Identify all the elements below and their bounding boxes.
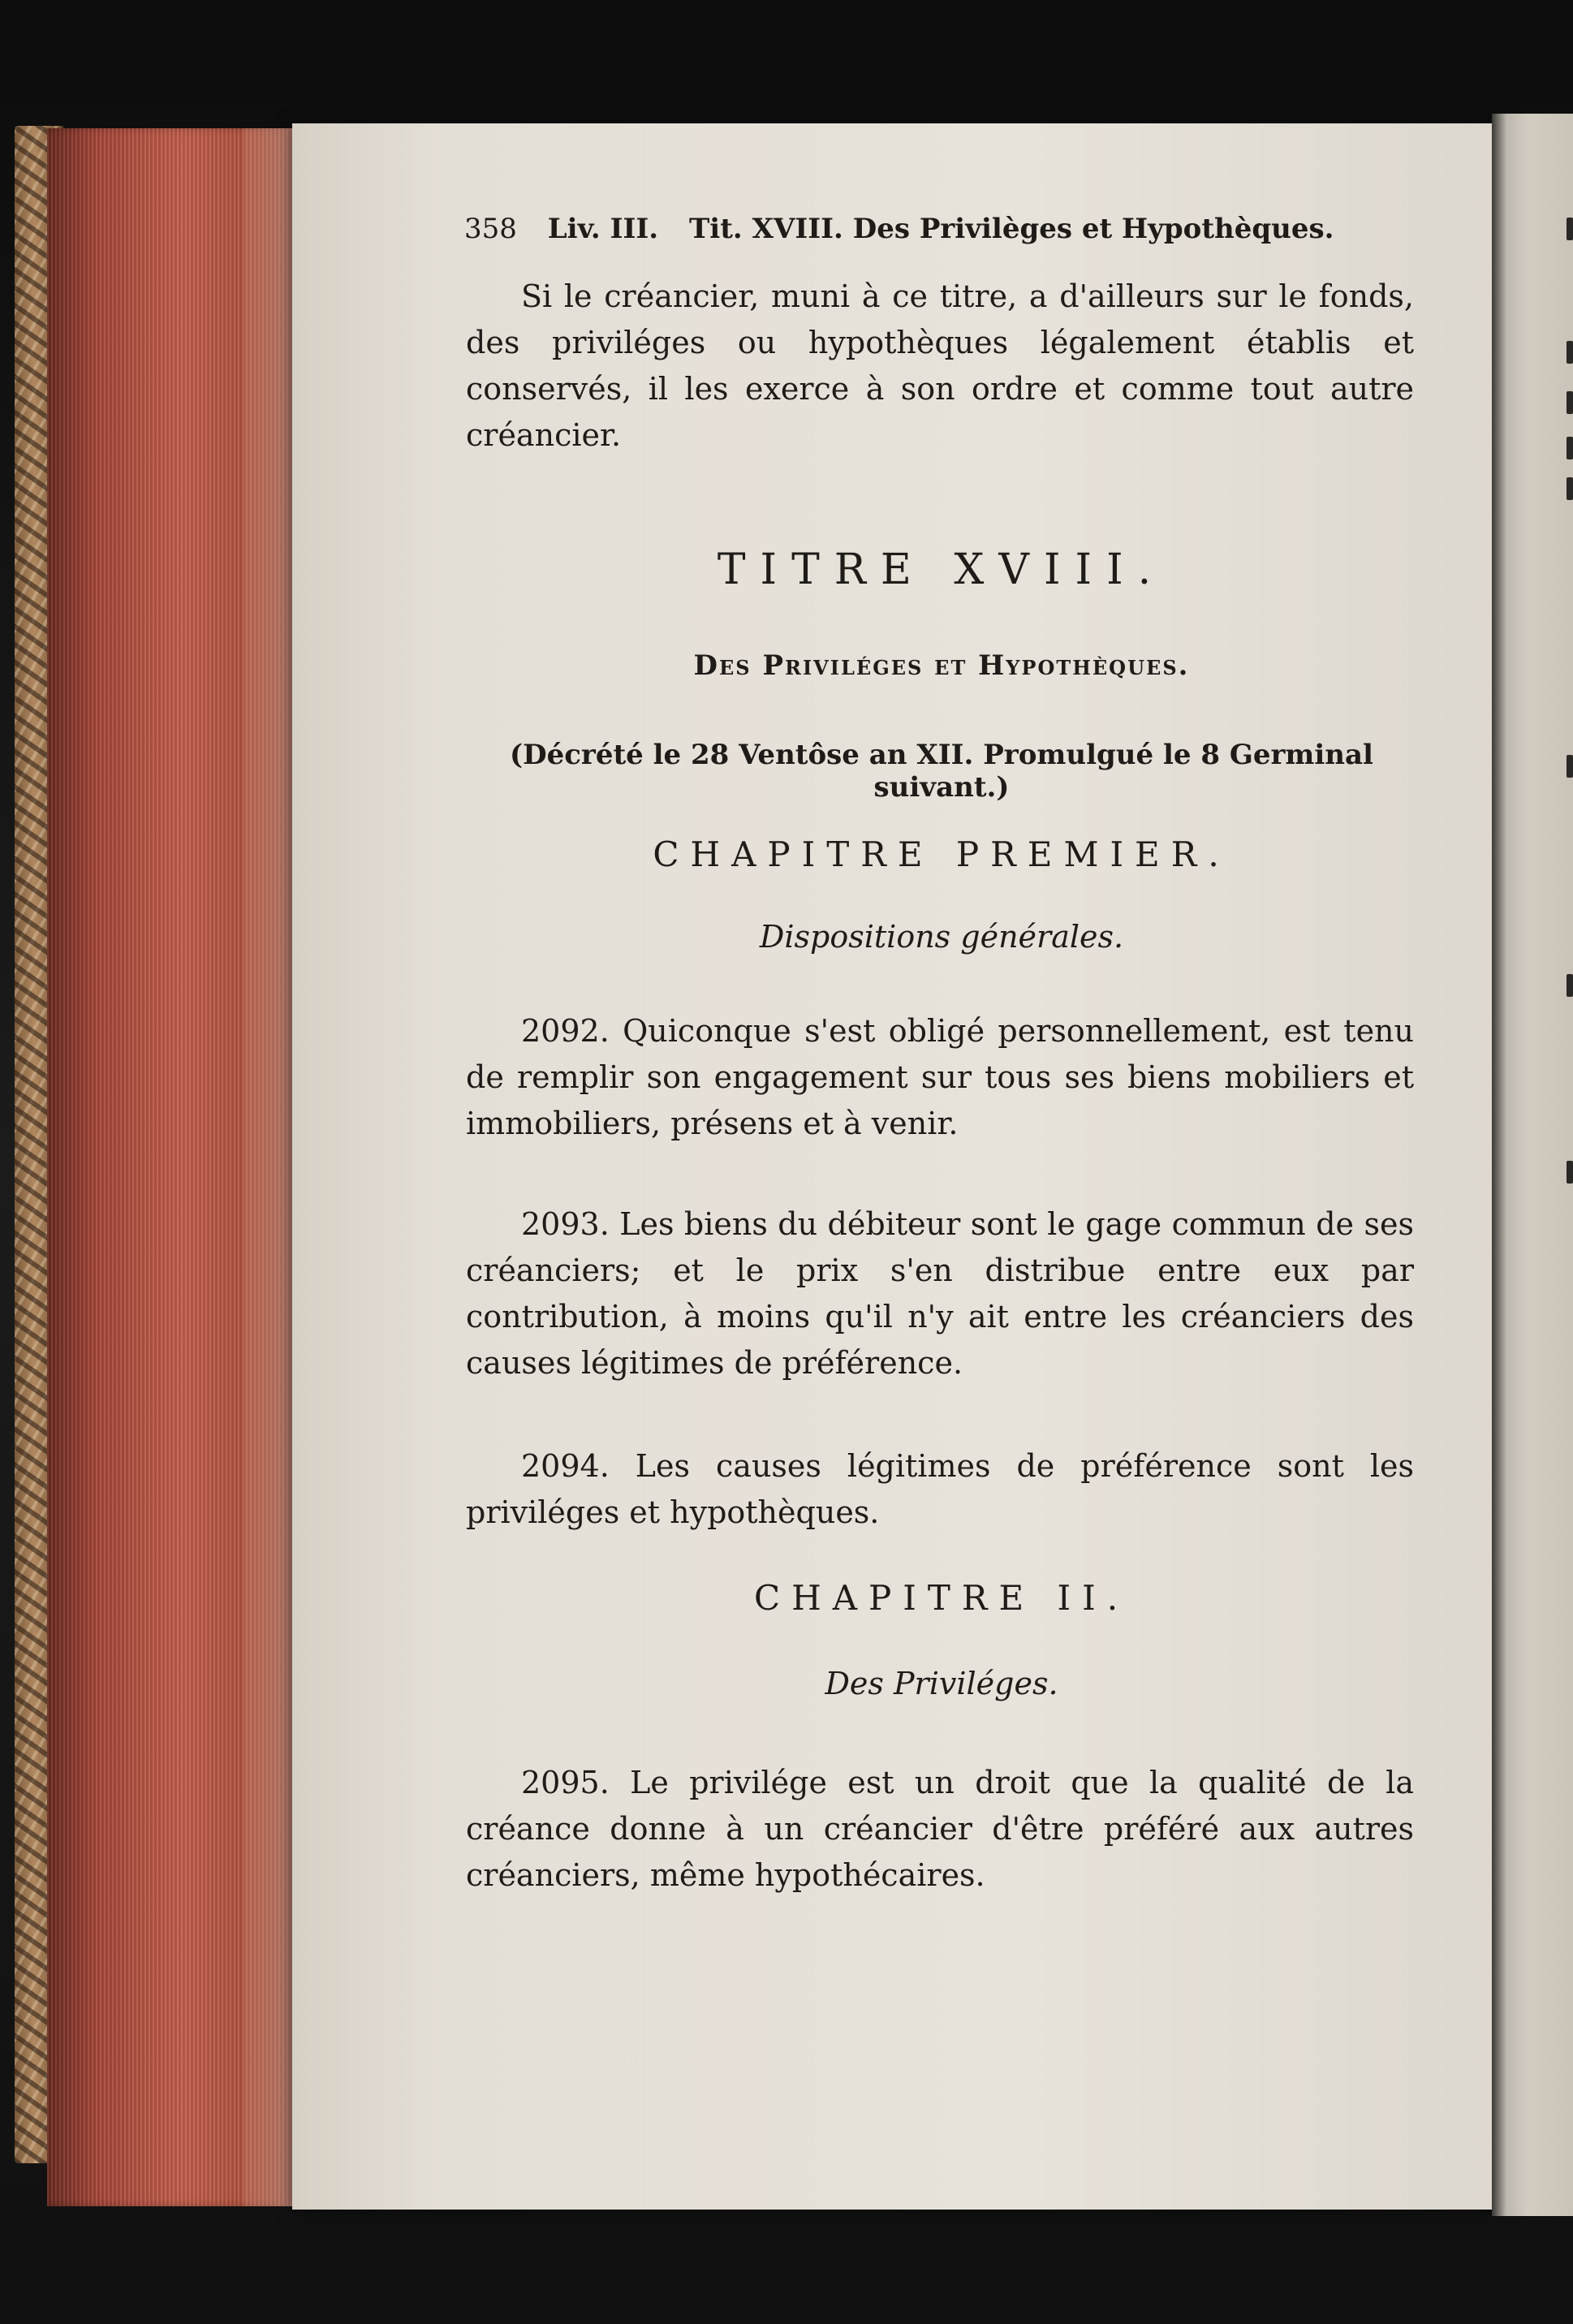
chapter-2-subtitle: Des Priviléges. — [825, 1666, 1058, 1701]
header-title: Tit. XVIII. — [688, 213, 843, 245]
intro-paragraph: Si le créancier, muni à ce titre, a d'ailleurs sur le fonds, des priviléges ou hypothèques légalement établis et conservés, il les exerce à son ordre et comme tout autre créancier. — [466, 278, 1414, 453]
header-book: Liv. III. — [547, 213, 659, 245]
article-2092: 2092. Quiconque s'est obligé personnellement, est tenu de remplir son engagement sur tous ses biens mobiliers et immobiliers, présens et à venir. — [466, 1013, 1414, 1141]
page-stack-highlight — [243, 128, 292, 2206]
page-number: 358 — [464, 213, 517, 245]
decree-line: (Décrété le 28 Ventôse an XII. Promulgué le 8 Germinal suivant.) — [510, 739, 1373, 804]
chapter-1-subtitle: Dispositions générales. — [759, 919, 1124, 955]
header-section: Des Privilèges et Hypothèques. — [852, 213, 1334, 245]
article-2095: 2095. Le privilége est un droit que la qualité de la créance donne à un créancier d'être préféré aux autres créanciers, même hypothécaires. — [466, 1765, 1414, 1893]
titre-heading: TITRE XVIII. — [717, 545, 1166, 594]
running-header — [464, 213, 1334, 245]
titre-subtitle: Des Priviléges et Hypothèques. — [693, 649, 1190, 682]
article-2093: 2093. Les biens du débiteur sont le gage commun de ses créanciers; et le prix s'en distribue entre eux par contribution, à moins qu'il n'y ait entre les créanciers des causes légitimes de préférence. — [466, 1206, 1414, 1381]
facing-page-edge — [1492, 114, 1573, 2216]
chapter-1-heading: CHAPITRE PREMIER. — [653, 834, 1230, 874]
article-2094: 2094. Les causes légitimes de préférence sont les priviléges et hypothèques. — [466, 1448, 1414, 1530]
chapter-2-heading: CHAPITRE II. — [753, 1578, 1130, 1618]
